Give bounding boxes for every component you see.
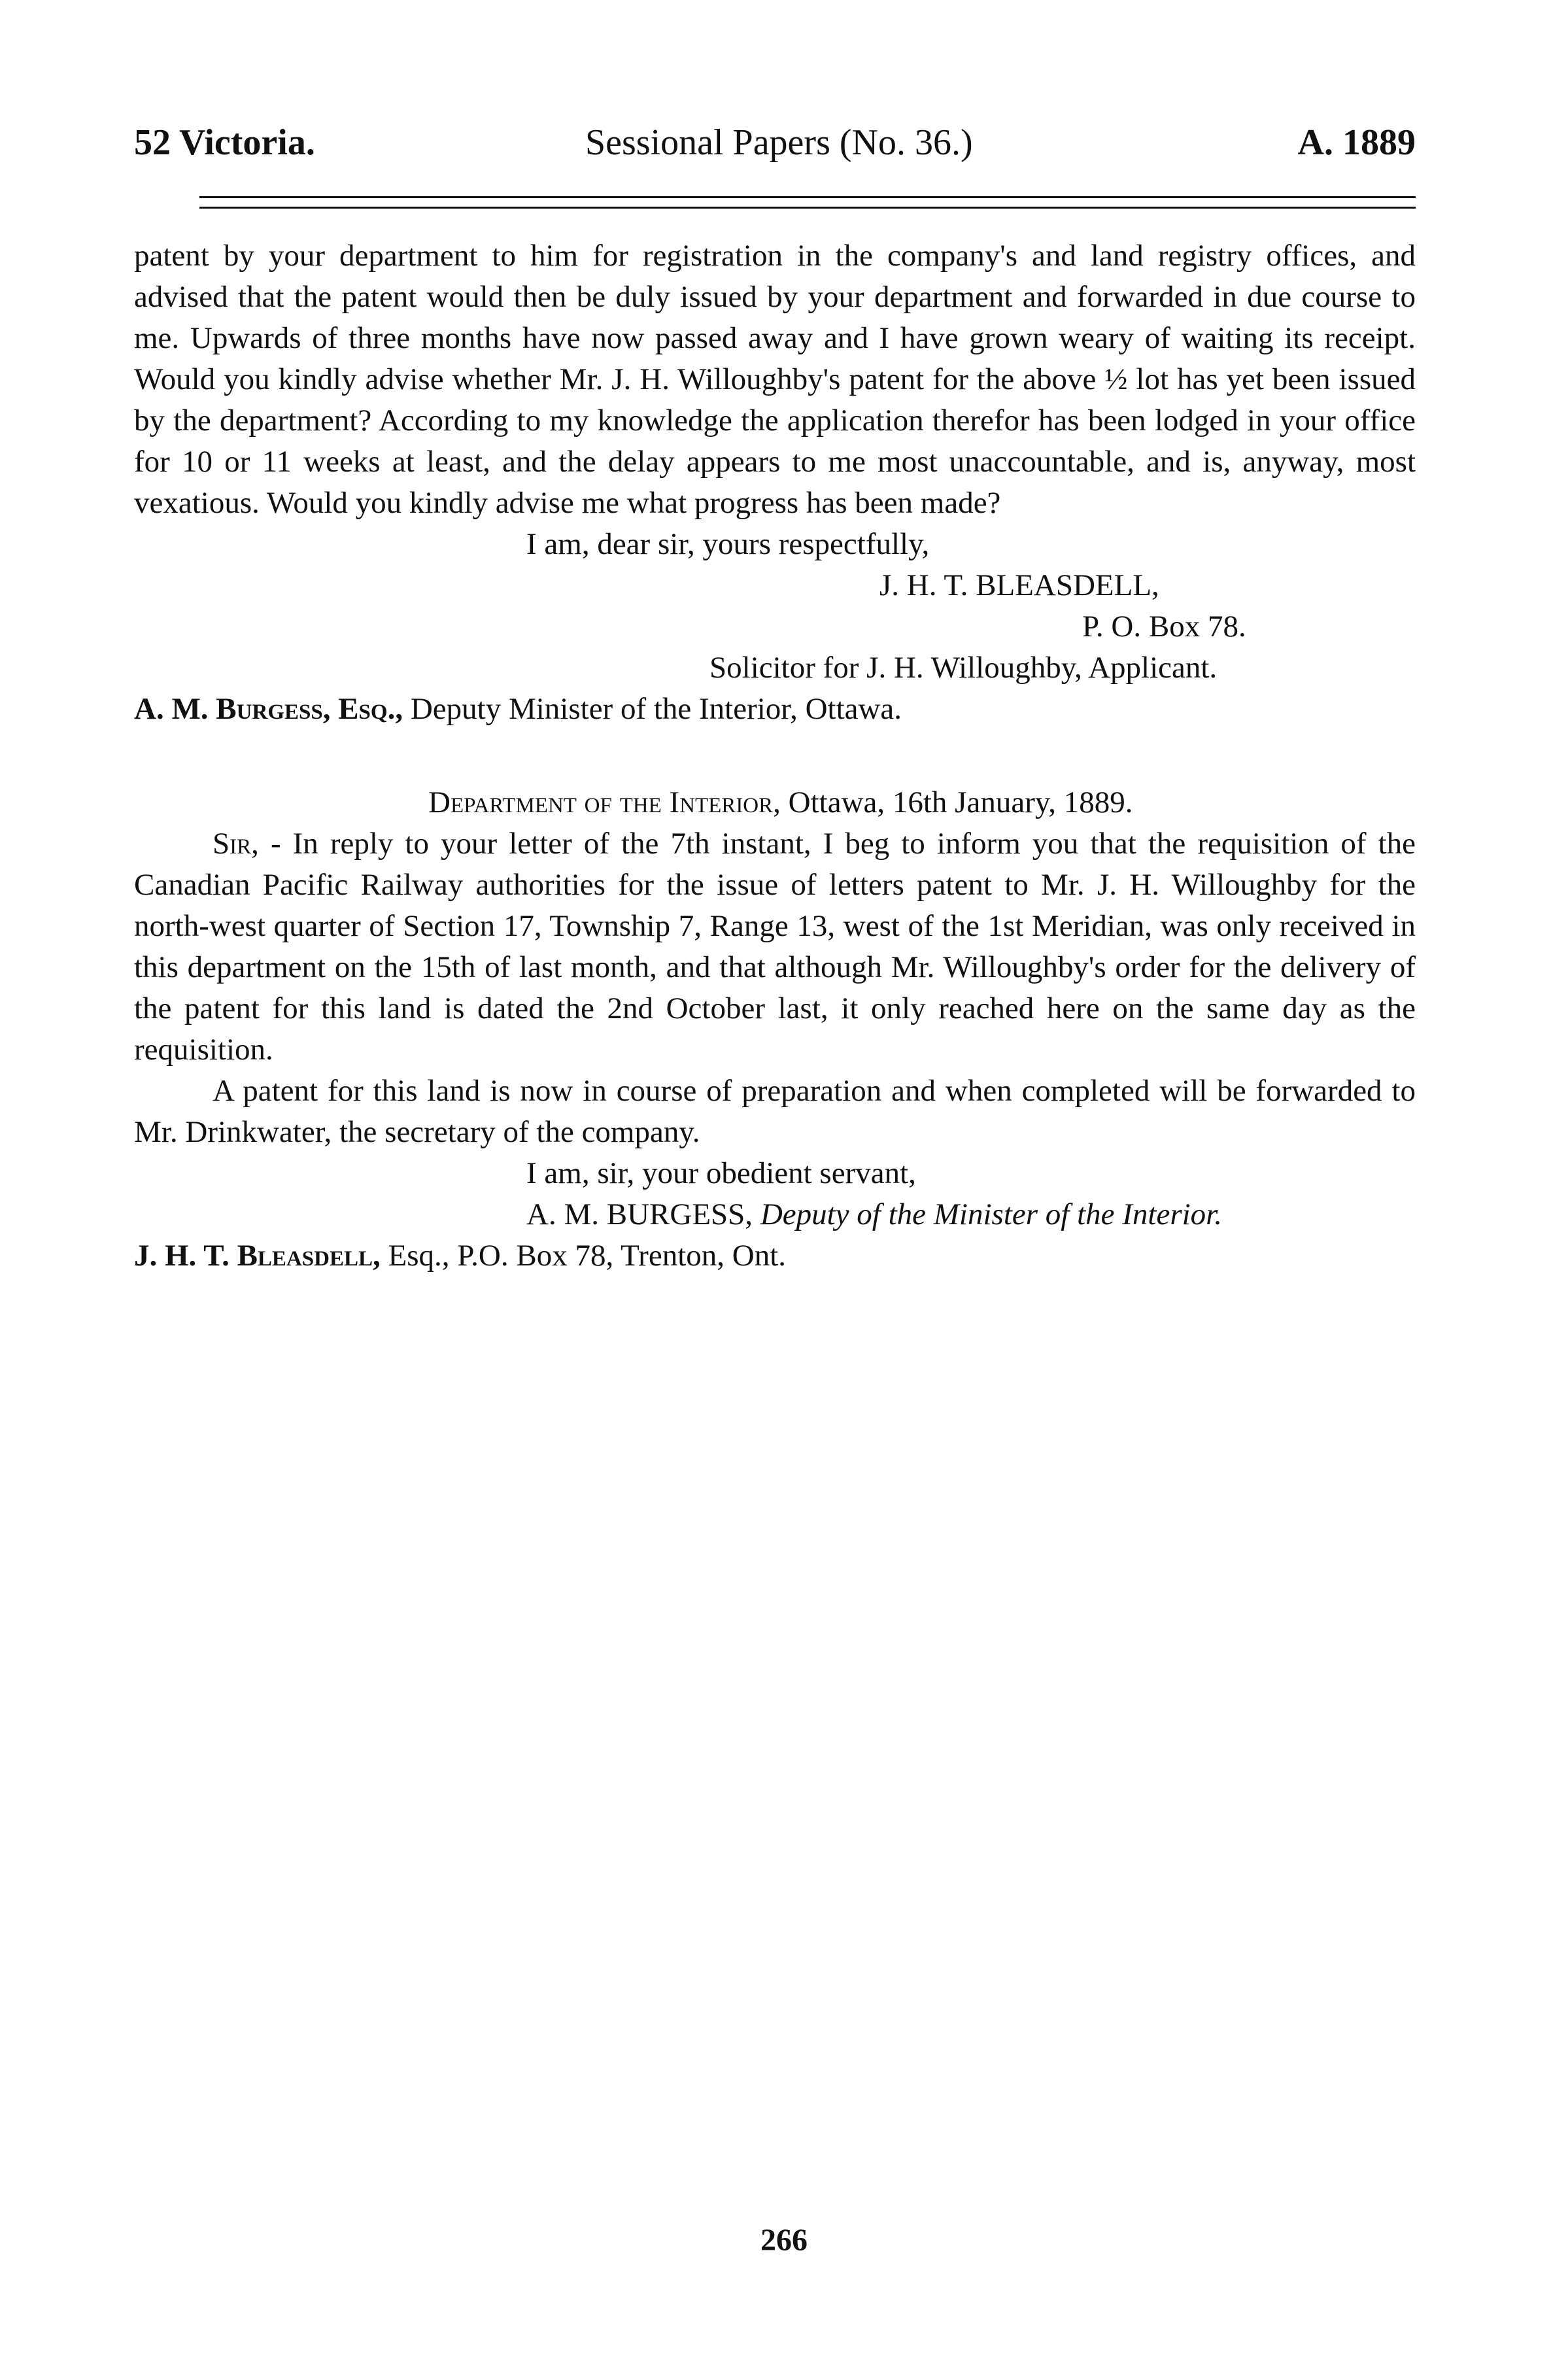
header-year: A. 1889 [1297, 122, 1416, 163]
page-number: 266 [760, 2223, 808, 2258]
header-rule-top [199, 196, 1416, 198]
header-title: Sessional Papers (No. 36.) [585, 122, 973, 163]
header-rule-bottom [199, 207, 1416, 209]
running-header [134, 122, 1416, 169]
letter2-closing: I am, sir, your obedient servant, [526, 1156, 916, 1190]
letter2-place-date: Ottawa, 16th January, 1889. [788, 785, 1133, 819]
letter2-signer-title: Deputy of the Minister of the Interior. [760, 1197, 1223, 1231]
letter1-body: patent by your department to him for registration in the company's and land registry offices, and advised that the patent would then be duly issued by your department and forwarded in due course to me. Upwards of three months have now passed away and I have grown weary of waiting its receipt. Would you kindly advise whether Mr. J. H. Willoughby's patent for the above ½ lot has yet been issued by the department? According to my knowledge the application therefor has been lodged in your office for 10 or 11 weeks at least, and the delay appears to me most unaccountable, and is, anyway, most vexatious. Would you kindly advise me what progress has been made? [134, 239, 1416, 520]
letter2-para1 [134, 823, 1416, 1071]
letter2-addressee-name: J. H. T. Bleasdell, [134, 1239, 381, 1273]
letter2-para2: A patent for this land is now in course of preparation and when completed will be forwarded to Mr. Drinkwater, the secretary of the company. [134, 1074, 1416, 1149]
letter1-signer: J. H. T. BLEASDELL, [879, 568, 1159, 602]
letter2-dateline [134, 782, 1416, 823]
letter1-addressee-name: A. M. Burgess, Esq., [134, 692, 403, 726]
header-session: 52 Victoria. [134, 122, 315, 163]
letter1-box: P. O. Box 78. [1082, 610, 1246, 644]
letter2-signature [134, 1194, 1416, 1235]
letter2-dept: Department of the Interior, [428, 785, 781, 819]
letter2-addressee-rest: Esq., P.O. Box 78, Trenton, Ont. [388, 1239, 786, 1273]
letter2-para1-text: - In reply to your letter of the 7th instant, I beg to inform you that the requisition of the Canadian Pacific Railway authorities for the issue of letters patent to Mr. J. H. Willoughby for the north-west quarter of Section 17, Township 7, Range 13, west of the 1st Meridian, was only received in this department on the 15th of last month, and that although Mr. Willoughby's order for the delivery of the patent for this land is dated the 2nd October last, it only reached here on the same day as the requisition. [134, 827, 1416, 1067]
letter1-closing: I am, dear sir, yours respectfully, [526, 527, 930, 561]
letter1-addressee [134, 689, 1416, 730]
page-body [134, 235, 1416, 1277]
letter2-addressee [134, 1235, 1416, 1277]
letter1-addressee-rest: Deputy Minister of the Interior, Ottawa. [410, 692, 902, 726]
letter2-signer: A. M. BURGESS, [526, 1197, 753, 1231]
letter2-salutation: Sir, [213, 827, 259, 861]
letter1-role: Solicitor for J. H. Willoughby, Applicant. [709, 651, 1218, 685]
